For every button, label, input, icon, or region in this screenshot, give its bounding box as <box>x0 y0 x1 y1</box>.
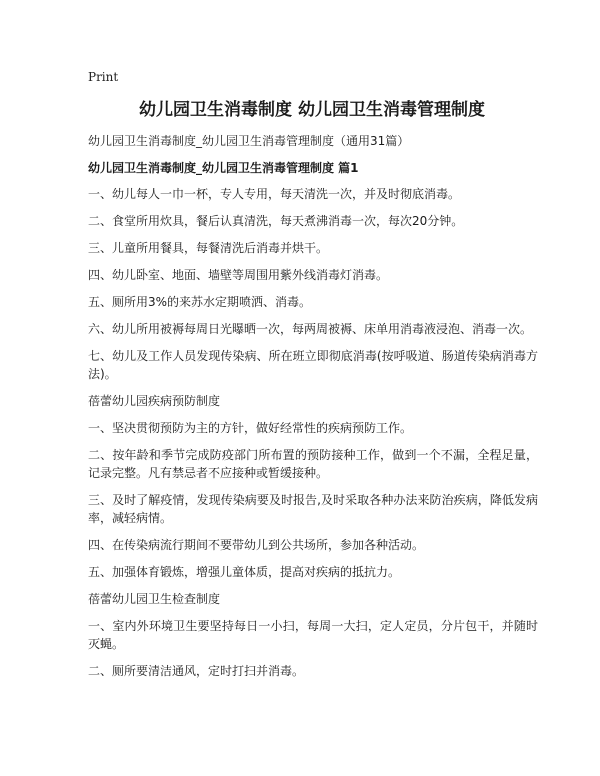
section-heading: 蓓蕾幼儿园卫生检查制度 <box>88 592 221 606</box>
paragraph: 六、幼儿所用被褥每周日光曝晒一次，每两周被褥、床单用消毒液浸泡、消毒一次。 <box>88 322 533 336</box>
print-link[interactable]: Print <box>88 70 119 84</box>
paragraph: 四、在传染病流行期间不要带幼儿到公共场所，参加各种活动。 <box>88 538 425 552</box>
paragraph: 二、厕所要清洁通风，定时打扫并消毒。 <box>88 664 305 678</box>
paragraph: 七、幼儿及工作人员发现传染病、所在班立即彻底消毒(按呼吸道、肠道传染病消毒方法)。 <box>88 349 538 381</box>
paragraph: 二、按年龄和季节完成防疫部门所布置的预防接种工作，做到一个不漏，全程足量，记录完整。凡有禁忌者不应接种或暂缓接种。 <box>88 448 538 480</box>
section-disinfection <box>88 185 538 383</box>
article-heading: 幼儿园卫生消毒制度_幼儿园卫生消毒管理制度 篇1 <box>88 161 359 175</box>
paragraph: 三、儿童所用餐具，每餐清洗后消毒并烘干。 <box>88 241 329 255</box>
paragraph: 一、坚决贯彻预防为主的方针，做好经常性的疾病预防工作。 <box>88 421 413 435</box>
paragraph: 三、及时了解疫情，发现传染病要及时报告,及时采取各种办法来防治疾病，降低发病率，减轻病情。 <box>88 493 538 525</box>
document-subtitle: 幼儿园卫生消毒制度_幼儿园卫生消毒管理制度（通用31篇） <box>88 134 410 148</box>
section-heading: 蓓蕾幼儿园疾病预防制度 <box>88 394 221 408</box>
paragraph: 五、加强体育锻炼，增强儿童体质，提高对疾病的抵抗力。 <box>88 565 401 579</box>
section-hygiene-inspection <box>88 590 538 680</box>
paragraph: 一、幼儿每人一巾一杯，专人专用，每天清洗一次，并及时彻底消毒。 <box>88 187 461 201</box>
document-title: 幼儿园卫生消毒制度 幼儿园卫生消毒管理制度 <box>139 100 485 120</box>
paragraph: 五、厕所用3%的来苏水定期喷洒、消毒。 <box>88 295 312 309</box>
paragraph: 四、幼儿卧室、地面、墙壁等周围用紫外线消毒灯消毒。 <box>88 268 389 282</box>
section-disease-prevention <box>88 392 538 581</box>
paragraph: 二、食堂所用炊具，餐后认真清洗，每天煮沸消毒一次，每次20分钟。 <box>88 214 464 228</box>
paragraph: 一、室内外环境卫生要坚持每日一小扫，每周一大扫，定人定员，分片包干，并随时灭蝇。 <box>88 619 538 651</box>
